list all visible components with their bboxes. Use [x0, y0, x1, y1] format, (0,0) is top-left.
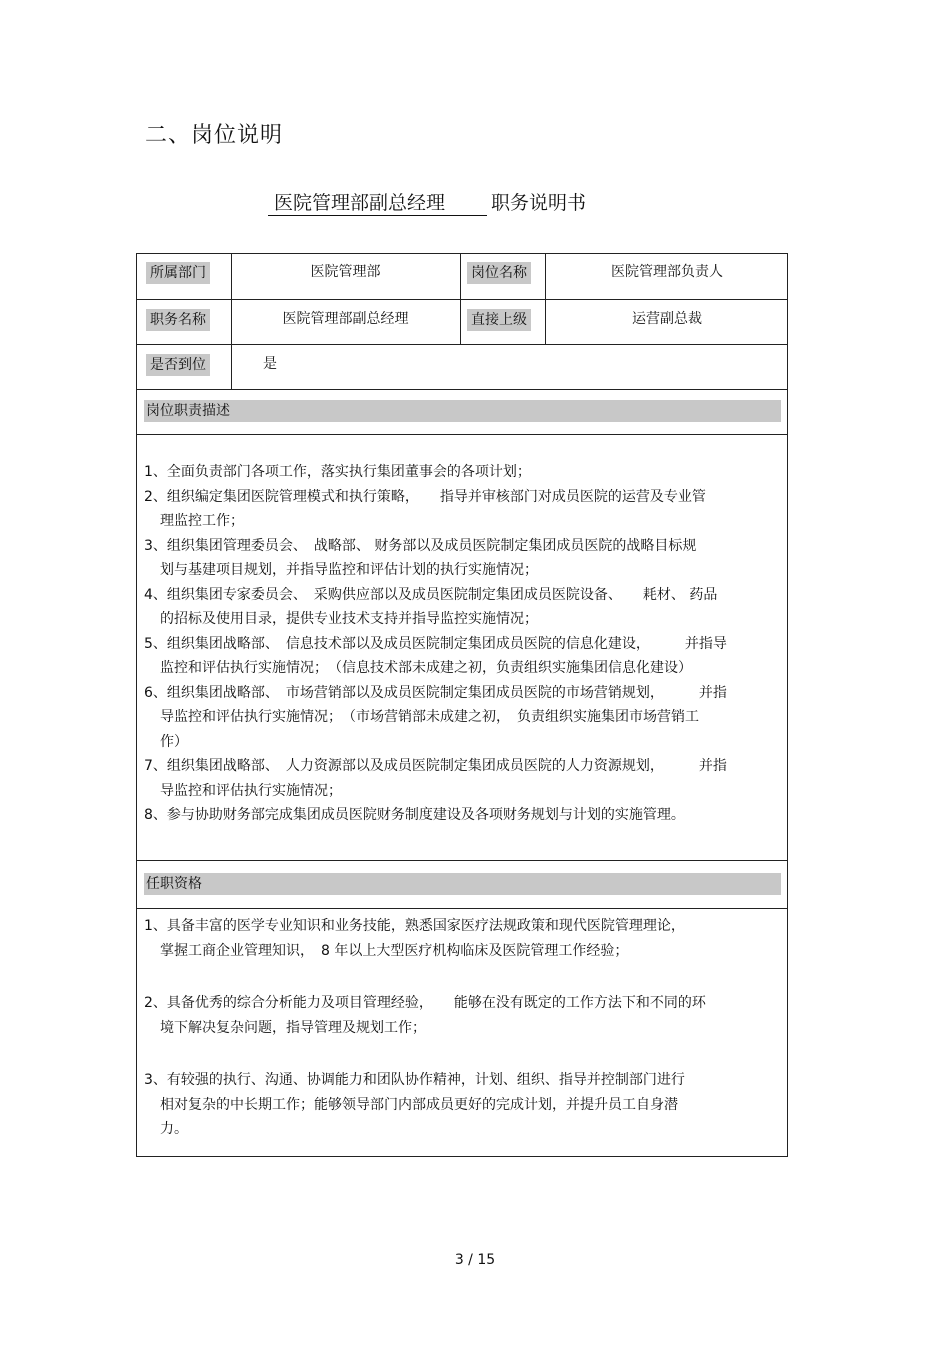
document-title-suffix: 职务说明书 — [491, 192, 587, 214]
duty-item: 5、组织集团战略部、 信息技术部以及成员医院制定集团成员医院的信息化建设， 并指导 监控和评估执行实施情况； （信息技术部未成建之初，负责组织实施集团信息化建设） — [144, 635, 727, 676]
duties-list — [144, 460, 779, 828]
section-title: 二、岗位说明 — [145, 123, 284, 148]
position-label: 岗位名称 — [467, 262, 531, 284]
department-label: 所属部门 — [146, 262, 210, 284]
arrived-label: 是否到位 — [146, 354, 210, 376]
page-number: 3 / 15 — [454, 1252, 496, 1268]
document-title-position: 医院管理部副总经理 — [268, 192, 487, 216]
duties-header: 岗位职责描述 — [144, 400, 781, 422]
qualification-item: 1、具备丰富的医学专业知识和业务技能，熟悉国家医疗法规政策和现代医院管理理论， 掌握工商企业管理知识， 8 年以上大型医疗机构临床及医院管理工作经验； — [144, 918, 685, 959]
duty-item: 7、组织集团战略部、 人力资源部以及成员医院制定集团成员医院的人力资源规划， 并指 导监控和评估执行实施情况； — [144, 758, 727, 799]
qualification-item: 2、具备优秀的综合分析能力及项目管理经验， 能够在没有既定的工作方法下和不同的环 境下解决复杂问题，指导管理及规划工作； — [144, 995, 706, 1036]
duty-item: 3、组织集团管理委员会、 战略部、 财务部以及成员医院制定集团成员医院的战略目标规 划与基建项目规划，并指导监控和评估计划的执行实施情况； — [144, 537, 697, 578]
position-value: 医院管理部负责人 — [611, 264, 723, 280]
superior-label: 直接上级 — [467, 309, 531, 331]
qualifications-header: 任职资格 — [144, 873, 781, 895]
duty-item: 2、组织编定集团医院管理模式和执行策略， 指导并审核部门对成员医院的运营及专业管 理监控工作； — [144, 488, 706, 529]
duty-item: 4、组织集团专家委员会、 采购供应部以及成员医院制定集团成员医院设备、 耗材、 药品 的招标及使用目录，提供专业技术支持并指导监控实施情况； — [144, 586, 718, 627]
duty-item: 1、全面负责部门各项工作，落实执行集团董事会的各项计划； — [144, 464, 531, 480]
title-label: 职务名称 — [146, 309, 210, 331]
arrived-value: 是 — [263, 356, 277, 372]
title-value: 医院管理部副总经理 — [282, 311, 409, 327]
department-value: 医院管理部 — [310, 264, 381, 280]
superior-value: 运营副总裁 — [632, 311, 702, 327]
duty-item: 8、参与协助财务部完成集团成员医院财务制度建设及各项财务规划与计划的实施管理。 — [144, 807, 685, 823]
duty-item: 6、组织集团战略部、 市场营销部以及成员医院制定集团成员医院的市场营销规划， 并指 导监控和评估执行实施情况； （市场营销部未成建之初， 负责组织实施集团市场营销工 作） — [144, 684, 727, 750]
qualification-item: 3、有较强的执行、沟通、协调能力和团队协作精神，计划、组织、指导并控制部门进行 相对复杂的中长期工作；能够领导部门内部成员更好的完成计划，并提升员工自身潜 力。 — [144, 1072, 685, 1137]
job-description-table — [136, 253, 788, 1157]
qualifications-list — [144, 914, 779, 1142]
document-title — [268, 188, 586, 215]
